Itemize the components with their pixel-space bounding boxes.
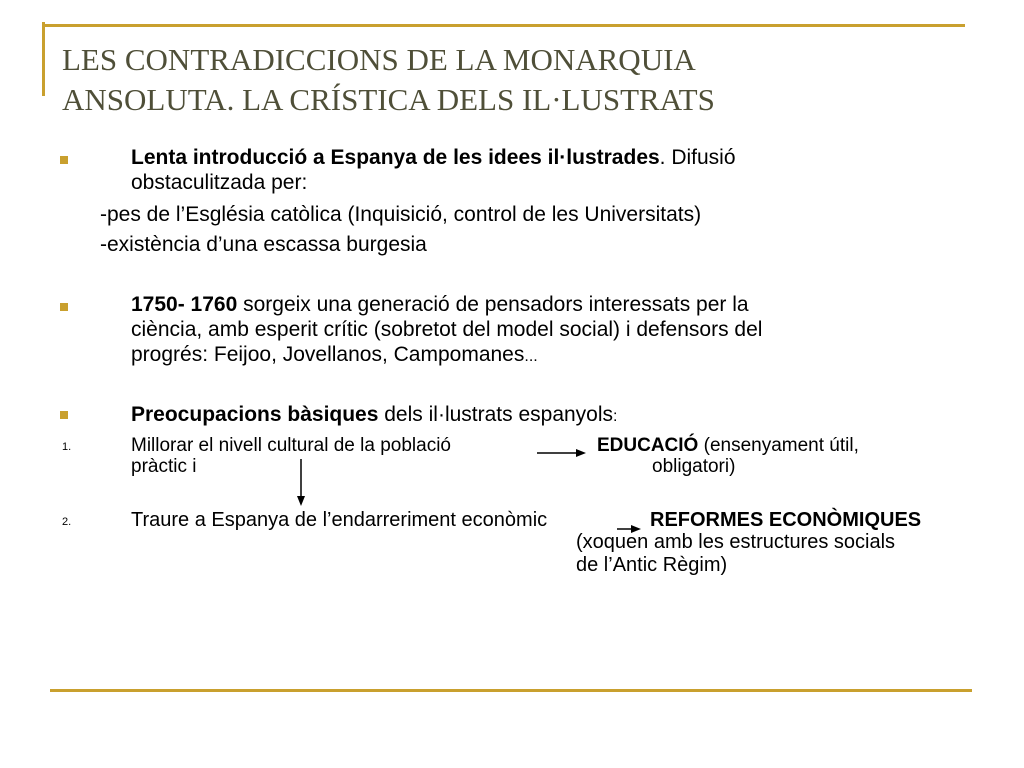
item2-line2: (xoquen amb les estructures socials: [576, 531, 896, 553]
arrow-down-icon: [297, 459, 305, 506]
bullet2-line2: ciència, amb esperit crític (sobretot del model social) i defensors del: [131, 318, 763, 341]
bullet1-sub-item-1: -pes de l’Església catòlica (Inquisició, control de les Universitats): [100, 203, 702, 226]
bullet2-rest: sorgeix una generació de pensadors interessats per la: [237, 293, 749, 316]
bullet1-bold: Lenta introducció a Espanya de les idees il·lustrades: [131, 146, 660, 169]
title-line-2: ANSOLUTA. LA CRÍSTICA DELS IL·LUSTRATS: [62, 82, 715, 117]
bullet2-line3-ellipsis: ...: [524, 348, 538, 365]
arrow2-head: [631, 525, 641, 533]
bullet2-bold: 1750- 1760: [131, 293, 238, 316]
item1-line2-right: obligatori): [652, 456, 736, 477]
bullet3-colon: :: [613, 408, 618, 425]
arrow1-head: [576, 449, 586, 457]
bullet1-rest: . Difusió: [659, 146, 736, 169]
item1-number: 1.: [62, 441, 72, 453]
bullet3-rest: dels il·lustrats espanyols: [378, 403, 614, 426]
item2-text: Traure a Espanya de l’endarreriment econòmic: [131, 509, 548, 531]
arrow-right-icon: [617, 525, 641, 533]
item1-result-bold: EDUCACIÓ: [597, 435, 699, 456]
arrow-down-head: [297, 496, 305, 506]
title-line-1: LES CONTRADICCIONS DE LA MONARQUIA: [62, 42, 696, 77]
arrow-right-icon: [537, 449, 586, 457]
item1-text: Millorar el nivell cultural de la població: [131, 435, 451, 456]
bullet1-sub-item-2: -existència d’una escassa burgesia: [100, 233, 427, 256]
item2-result-bold: REFORMES ECONÒMIQUES: [650, 509, 922, 531]
item2-number: 2.: [62, 516, 72, 528]
item1-line2-left: pràctic i: [131, 456, 197, 477]
bullet1-line2: obstaculitzada per:: [131, 171, 308, 194]
bullet3-bold: Preocupacions bàsiques: [131, 403, 379, 426]
item2-line3: de l’Antic Règim): [576, 554, 728, 576]
item1-result-rest: (ensenyament útil,: [698, 435, 859, 456]
bullet2-line3-text: progrés: Feijoo, Jovellanos, Campomanes: [131, 343, 525, 366]
